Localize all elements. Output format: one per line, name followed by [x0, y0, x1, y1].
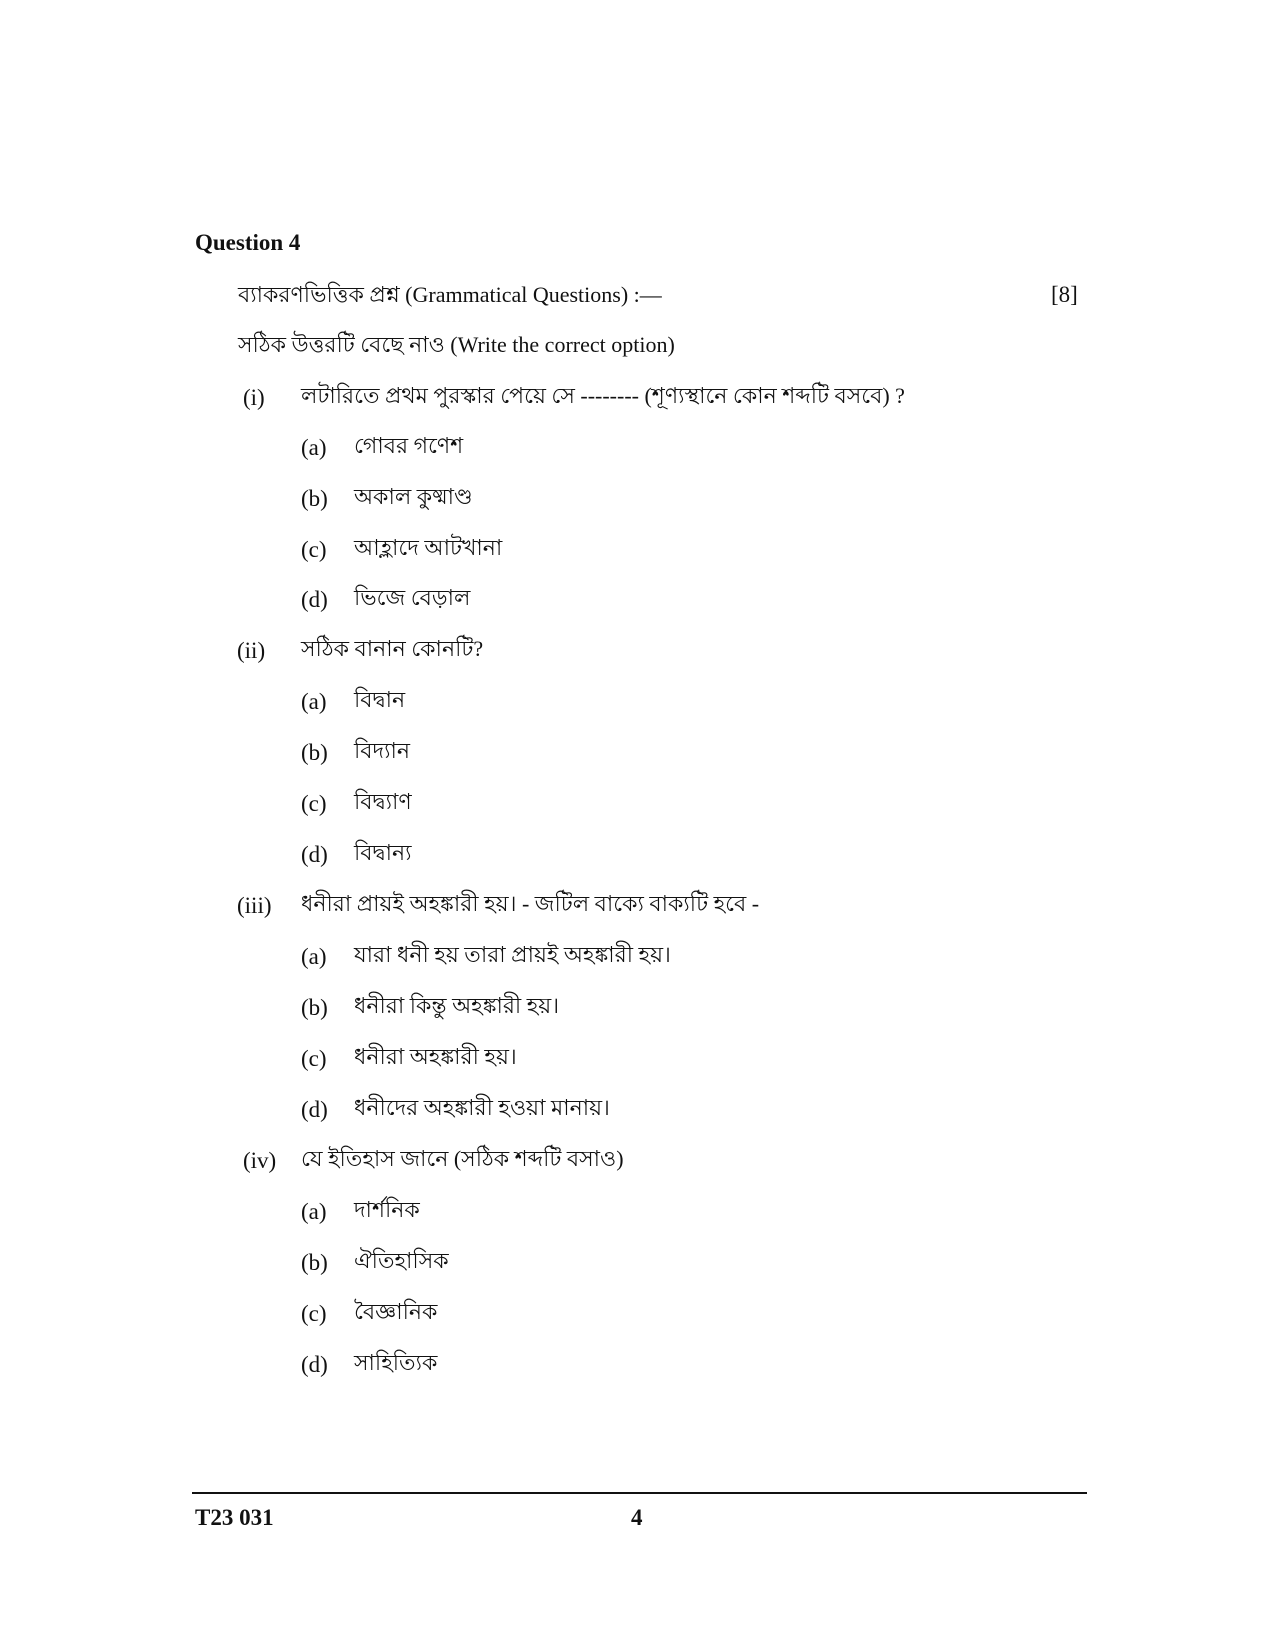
option-label: (c)	[301, 1046, 327, 1071]
item-number: (iii)	[237, 893, 272, 918]
question-heading: Question 4	[195, 230, 301, 255]
option-label: (b)	[301, 486, 328, 511]
option-label: (b)	[301, 740, 328, 765]
option-text: ভিজে বেড়াল	[354, 585, 471, 610]
option-label: (a)	[301, 689, 327, 714]
marks-label: [8]	[1051, 282, 1078, 307]
item-question: সঠিক বানান কোনটি?	[301, 636, 484, 661]
option-label: (d)	[301, 1097, 328, 1122]
option-text: বিদ্বান্য	[354, 840, 412, 865]
option-text: দার্শনিক	[354, 1197, 420, 1222]
option-text: যারা ধনী হয় তারা প্রায়ই অহঙ্কারী হয়।	[354, 942, 671, 967]
item-number: (ii)	[237, 638, 266, 663]
footer-divider	[192, 1492, 1087, 1494]
option-label: (a)	[301, 944, 327, 969]
option-label: (c)	[301, 1301, 327, 1326]
option-label: (a)	[301, 435, 327, 460]
paper-code: T23 031	[195, 1505, 274, 1530]
option-label: (d)	[301, 842, 328, 867]
option-text: বিদ্যান	[354, 738, 410, 763]
option-label: (b)	[301, 995, 328, 1020]
option-label: (c)	[301, 537, 327, 562]
instruction: সঠিক উত্তরটি বেছে নাও (Write the correct option)	[238, 332, 675, 357]
item-question: যে ইতিহাস জানে (সঠিক শব্দটি বসাও)	[301, 1146, 624, 1171]
option-label: (c)	[301, 791, 327, 816]
option-text: আহ্লাদে আটখানা	[354, 535, 503, 560]
option-label: (d)	[301, 587, 328, 612]
option-text: ধনীরা কিন্তু অহঙ্কারী হয়।	[354, 993, 560, 1018]
item-number: (i)	[243, 385, 265, 410]
option-text: সাহিত্যিক	[354, 1350, 438, 1375]
section-title: ব্যাকরণভিত্তিক প্রশ্ন (Grammatical Questions) :—	[238, 282, 662, 307]
option-label: (b)	[301, 1250, 328, 1275]
option-text: ধনীদের অহঙ্কারী হওয়া মানায়।	[354, 1095, 610, 1120]
option-text: বিদ্ব্যাণ	[354, 789, 412, 814]
option-text: বৈজ্ঞানিক	[354, 1299, 438, 1324]
option-text: গোবর গণেশ	[354, 433, 464, 458]
item-number: (iv)	[243, 1148, 277, 1173]
option-text: অকাল কুষ্মাণ্ড	[354, 484, 473, 509]
option-text: ধনীরা অহঙ্কারী হয়।	[354, 1044, 517, 1069]
option-label: (d)	[301, 1352, 328, 1377]
option-text: বিদ্বান	[354, 687, 406, 712]
option-label: (a)	[301, 1199, 327, 1224]
option-text: ঐতিহাসিক	[354, 1248, 449, 1273]
page-number: 4	[631, 1505, 643, 1530]
item-question: লটারিতে প্রথম পুরস্কার পেয়ে সে -------- (শূণ্যস্থানে কোন শব্দটি বসবে) ?	[301, 383, 905, 408]
item-question: ধনীরা প্রায়ই অহঙ্কারী হয়। - জটিল বাক্যে বাক্যটি হবে -	[301, 891, 760, 916]
